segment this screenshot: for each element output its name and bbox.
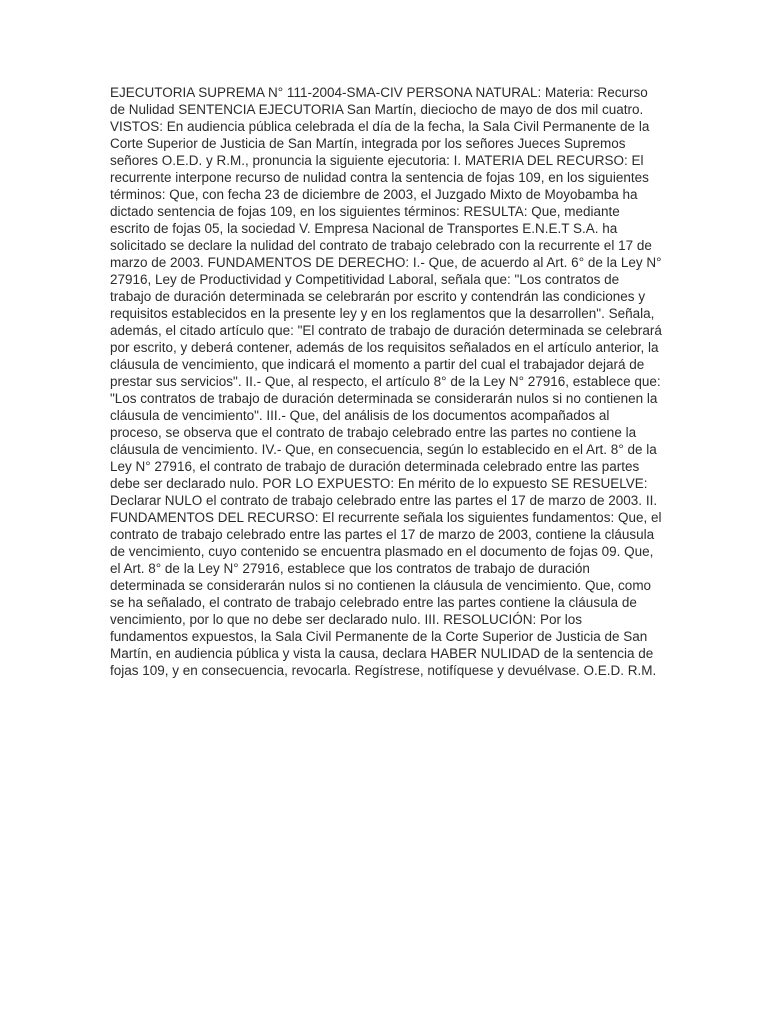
document-body (110, 84, 662, 679)
document-text-segment-resolucion: III. RESOLUCIÓN: Por los fundamentos expuestos, la Sala Civil Permanente de la Corte Superior de Justicia de San Martín, en audiencia pública y vista la causa, declara HABER NULIDAD de la sentencia de fojas 109, y en consecuencia, revocarla. Regístrese, notifíquese y devuélvase. O.E.D. R.M. (110, 612, 657, 678)
document-text-segment-vistos: EJECUTORIA SUPREMA N° 111-2004-SMA-CIV PERSONA NATURAL: Materia: Recurso de Nulidad SENTENCIA EJECUTORIA San Martín, dieciocho de mayo de dos mil cuatro. VISTOS: En audiencia pública celebrada el día de la fecha, la Sala Civil Permanente de la Corte Superior de Justicia de San Martín, integrada por los señores Jueces Supremos señores O.E.D. y R.M., pronuncia la siguiente ejecutoria: I. MATERIA DEL RECURSO: El recurrente interpone recurso de nulidad contra la sentencia de fojas 109, en los siguientes términos: Que, con fecha 23 de diciembre de 2003, el Juzgado Mixto de Moyobamba ha dictado sentencia de fojas 109, en los siguientes términos: RESULTA: Que, mediante escrito de fojas 05, la sociedad V. Empresa Nacional de Transportes E.N.E.T S.A. ha solicitado se declare la nulidad del contrato de trabajo celebrado con la recurrente el 17 de marzo de 2003. (110, 85, 652, 270)
document-text-segment-fundamentos-derecho: FUNDAMENTOS DE DERECHO: I.- Que, de acuerdo al Art. 6° de la Ley N° 27916, Ley de Productividad y Competitividad Laboral, señala que: "Los contratos de trabajo de duración determinada se celebrarán por escrito y contendrán las condiciones y requisitos establecidos en la presente ley y en los reglamentos que la desarrollen". Señala, además, el citado artículo que: "El contrato de trabajo de duración determinada se celebrará por escrito, y deberá contener, además de los requisitos señalados en el artículo anterior, la cláusula de vencimiento, que indicará el momento a partir del cual el trabajador dejará de prestar sus servicios". II.- Que, al respecto, el artículo 8° de la Ley N° 27916, establece que: "Los contratos de trabajo de duración determinada se considerarán nulos si no contienen la cláusula de vencimiento". III.- Que, del análisis de los documentos acompañados al proceso, se observa que el contrato de trabajo celebrado entre las partes no contiene la cláusula de vencimiento. IV.- Que, en consecuencia, según lo establecido en el Art. 8° de la Ley N° 27916, el contrato de trabajo de duración determinada celebrado entre las partes debe ser declarado nulo. (110, 255, 662, 491)
document-text-segment-fundamentos-recurso: II. FUNDAMENTOS DEL RECURSO: El recurrente señala los siguientes fundamentos: Que, el contrato de trabajo celebrado entre las partes el 17 de marzo de 2003, contiene la cláusula de vencimiento, cuyo contenido se encuentra plasmado en el documento de fojas 09. Que, el Art. 8° de la Ley N° 27916, establece que los contratos de trabajo de duración determinada se considerarán nulos si no contienen la cláusula de vencimiento. Que, como se ha señalado, el contrato de trabajo celebrado entre las partes contiene la cláusula de vencimiento, por lo que no debe ser declarado nulo. (110, 493, 662, 627)
document-text-segment-por-lo-expuesto: POR LO EXPUESTO: En mérito de lo expuesto SE RESUELVE: Declarar NULO el contrato de trabajo celebrado entre las partes el 17 de marzo de 2003. (110, 476, 648, 508)
